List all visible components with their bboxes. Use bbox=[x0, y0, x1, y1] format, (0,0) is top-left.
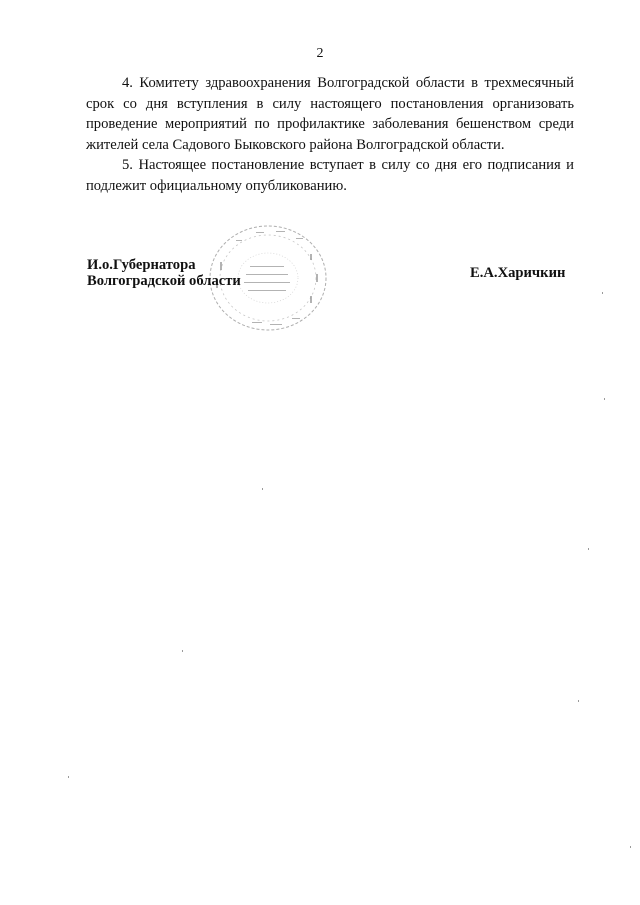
scan-speck bbox=[602, 292, 603, 294]
scan-speck bbox=[604, 398, 605, 400]
scan-speck bbox=[182, 650, 183, 652]
scan-speck bbox=[588, 548, 589, 550]
scan-speck bbox=[578, 700, 579, 702]
scan-speck bbox=[68, 776, 69, 778]
scan-speck bbox=[262, 488, 263, 490]
signatory-name: Е.А.Харичкин bbox=[470, 265, 566, 281]
document-body bbox=[86, 73, 574, 196]
scan-speck bbox=[630, 846, 631, 848]
signatory-position-line1: И.о.Губернатора bbox=[87, 257, 196, 273]
page-number: 2 bbox=[316, 46, 324, 61]
signatory-position-line2: Волгоградской области bbox=[87, 273, 241, 289]
paragraph-5: 5. Настоящее постановление вступает в силу со дня его подписания и подлежит официальному опубликованию. bbox=[86, 157, 574, 194]
paragraph-4: 4. Комитету здравоохранения Волгоградской области в трехмесячный срок со дня вступления в силу настоящего постановления организовать проведение мероприятий по профилактике заболевания бешенством среди жителей села Садового Быковского района Волгоградской области. bbox=[86, 75, 574, 153]
signatory-position bbox=[87, 257, 241, 289]
